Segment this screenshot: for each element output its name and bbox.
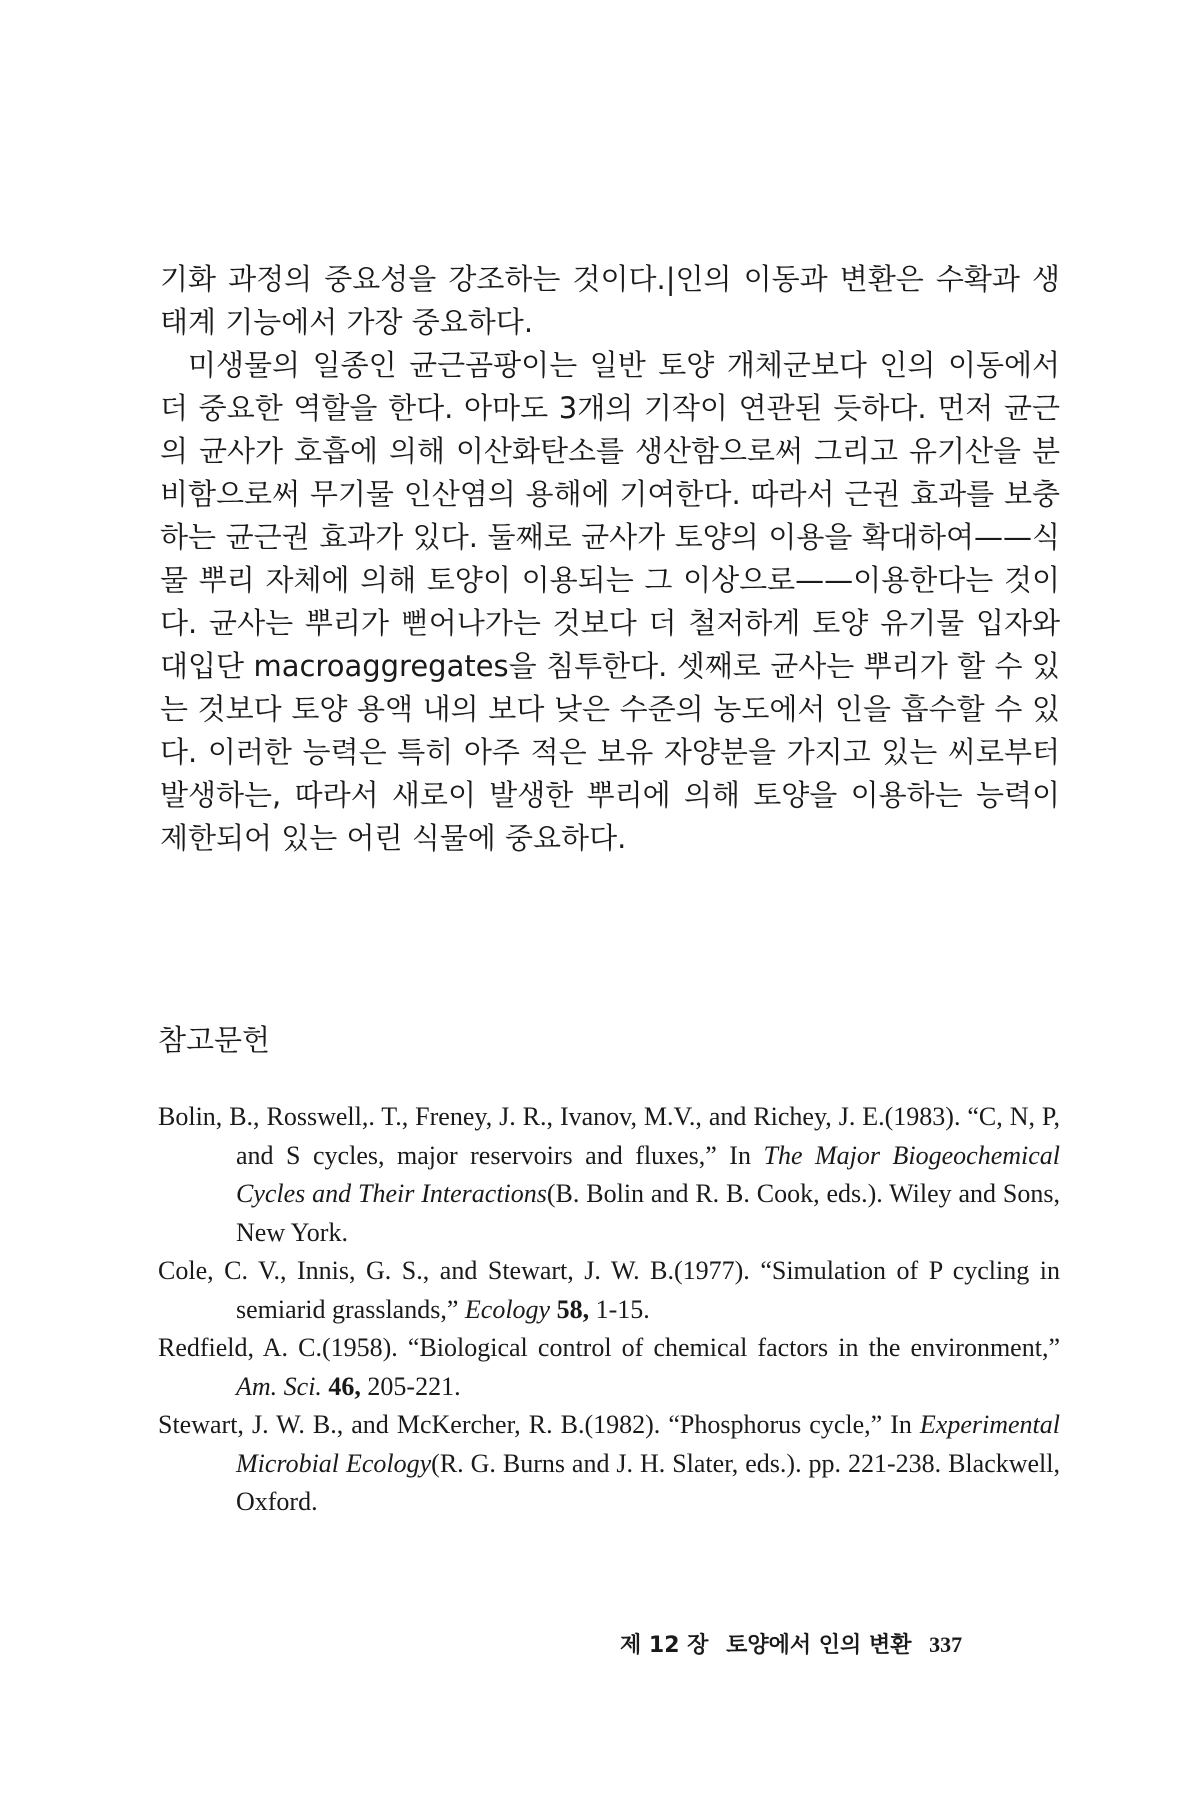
- reference-text: Bolin, B., Rosswell,. T., Freney, J. R., Ivanov, M.V., and Richey, J. E.(1983). “C, N, P, and S cycles, major reservoirs and fluxes,” In: [158, 1102, 1060, 1170]
- reference-text: (B. Bolin and R. B. Cook, eds.). Wiley and Sons, New York.: [236, 1179, 1060, 1247]
- paragraph-2: 미생물의 일종인 균근곰팡이는 일반 토양 개체군보다 인의 이동에서 더 중요한 역할을 한다. 아마도 3개의 기작이 연관된 듯하다. 먼저 균근의 균사가 호흡에 의해 이산화탄소를 생산함으로써 그리고 유기산을 분비함으로써 무기물 인산염의 용해에 기여한다. 따라서 근권 효과를 보충하는 균근권 효과가 있다. 둘째로 균사가 토양의 이용을 확대하여——식물 뿌리 자체에 의해 토양이 이용되는 그 이상으로——이용한다는 것이다. 균사는 뿌리가 뻗어나가는 것보다 더 철저하게 토양 유기물 입자와 대입단 macroaggregates을 침투한다. 셋째로 균사는 뿌리가 할 수 있는 것보다 토양 용액 내의 보다 낮은 수준의 농도에서 인을 흡수할 수 있다. 이러한 능력은 특히 아주 적은 보유 자양분을 가지고 있는 씨로부터 발생하는, 따라서 새로이 발생한 뿌리에 의해 토양을 이용하는 능력이 제한되어 있는 어린 식물에 중요하다.: [160, 348, 1060, 855]
- reference-text: Stewart, J. W. B., and McKercher, R. B.(1982). “Phosphorus cycle,” In: [158, 1410, 920, 1439]
- reference-text: Redfield, A. C.(1958). “Biological control of chemical factors in the environment,”: [158, 1333, 1060, 1362]
- paragraph-1: 기화 과정의 중요성을 강조하는 것이다.|인의 이동과 변환은 수확과 생태계 기능에서 가장 중요하다.: [160, 262, 1060, 339]
- reference-entry: [158, 1406, 1060, 1522]
- reference-text: Cole, C. V., Innis, G. S., and Stewart, J. W. B.(1977). “Simulation of P cycling in semiarid grasslands,”: [158, 1256, 1060, 1324]
- reference-text: 205-221.: [360, 1371, 461, 1401]
- reference-entry: [158, 1329, 1060, 1406]
- page-footer: [620, 1628, 1020, 1659]
- reference-text: (R. G. Burns and J. H. Slater, eds.). pp. 221-238. Blackwell, Oxford.: [236, 1448, 1060, 1516]
- reference-source: Experimental Microbial Ecology: [236, 1410, 1060, 1478]
- reference-source: Am. Sci.: [236, 1371, 322, 1401]
- chapter-number: 제 12 장: [620, 1633, 709, 1658]
- reference-source: Ecology: [464, 1294, 551, 1324]
- page-number: 337: [929, 1632, 963, 1657]
- references-heading: 참고문헌: [158, 1023, 271, 1057]
- reference-source: The Major Biogeochemical Cycles and Their Interactions: [236, 1140, 1060, 1208]
- reference-volume: 58,: [550, 1294, 590, 1324]
- chapter-title: 토양에서 인의 변환: [726, 1633, 912, 1658]
- body-text: [160, 258, 1060, 860]
- references-list: [158, 1098, 1060, 1522]
- reference-volume: 46,: [321, 1371, 361, 1401]
- reference-entry: [158, 1098, 1060, 1252]
- reference-text: 1-15.: [589, 1294, 650, 1324]
- reference-entry: [158, 1252, 1060, 1329]
